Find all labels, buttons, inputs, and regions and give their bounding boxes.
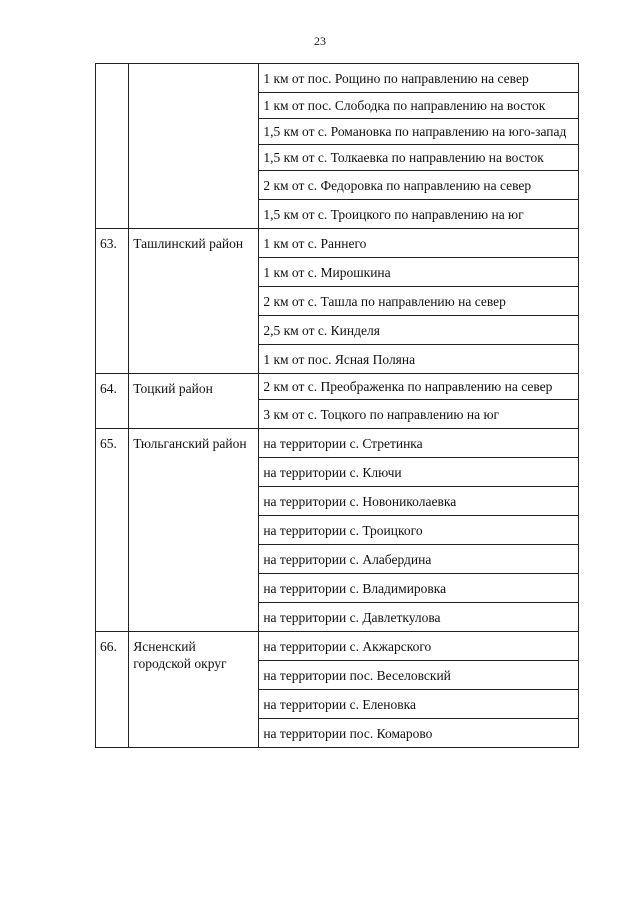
row-number: 66. [96, 632, 129, 748]
row-number: 64. [96, 374, 129, 429]
locations-table [95, 63, 579, 748]
location-cell: на территории с. Алабердина [259, 545, 579, 574]
table-row [96, 429, 579, 458]
location-cell: 2 км от с. Ташла по направлению на север [259, 287, 579, 316]
location-cell: 2 км от с. Преображенка по направлению на север [259, 374, 579, 400]
table-row [96, 229, 579, 258]
location-cell: на территории с. Стретинка [259, 429, 579, 458]
district-name: Тюльганский район [129, 429, 259, 632]
row-number: 65. [96, 429, 129, 632]
location-cell: на территории с. Еленовка [259, 690, 579, 719]
location-cell: на территории с. Владимировка [259, 574, 579, 603]
location-cell: 1 км от пос. Ясная Поляна [259, 345, 579, 374]
location-cell: 1,5 км от с. Троицкого по направлению на юг [259, 200, 579, 229]
location-cell: 1 км от с. Раннего [259, 229, 579, 258]
location-cell: на территории пос. Веселовский [259, 661, 579, 690]
district-name: Тоцкий район [129, 374, 259, 429]
table-row [96, 632, 579, 661]
location-cell: 3 км от с. Тоцкого по направлению на юг [259, 400, 579, 429]
row-number: 63. [96, 229, 129, 374]
location-cell: 1,5 км от с. Толкаевка по направлению на восток [259, 145, 579, 171]
location-cell: 1 км от с. Мирошкина [259, 258, 579, 287]
location-cell: на территории с. Ключи [259, 458, 579, 487]
table-row [96, 64, 579, 93]
location-cell: на территории с. Троицкого [259, 516, 579, 545]
page-number: 23 [314, 34, 326, 48]
table-row [96, 374, 579, 400]
location-cell: на территории пос. Комарово [259, 719, 579, 748]
location-cell: на территории с. Акжарского [259, 632, 579, 661]
district-name: Ясненский городской округ [129, 632, 259, 748]
location-cell: 1 км от пос. Рощино по направлению на север [259, 64, 579, 93]
district-name: Ташлинский район [129, 229, 259, 374]
location-cell: 2 км от с. Федоровка по направлению на север [259, 171, 579, 200]
district-name [129, 64, 259, 229]
row-number [96, 64, 129, 229]
location-cell: на территории с. Давлеткулова [259, 603, 579, 632]
location-cell: 1 км от пос. Слободка по направлению на восток [259, 93, 579, 119]
location-cell: на территории с. Новониколаевка [259, 487, 579, 516]
location-cell: 2,5 км от с. Кинделя [259, 316, 579, 345]
location-cell: 1,5 км от с. Романовка по направлению на юго-запад [259, 119, 579, 145]
